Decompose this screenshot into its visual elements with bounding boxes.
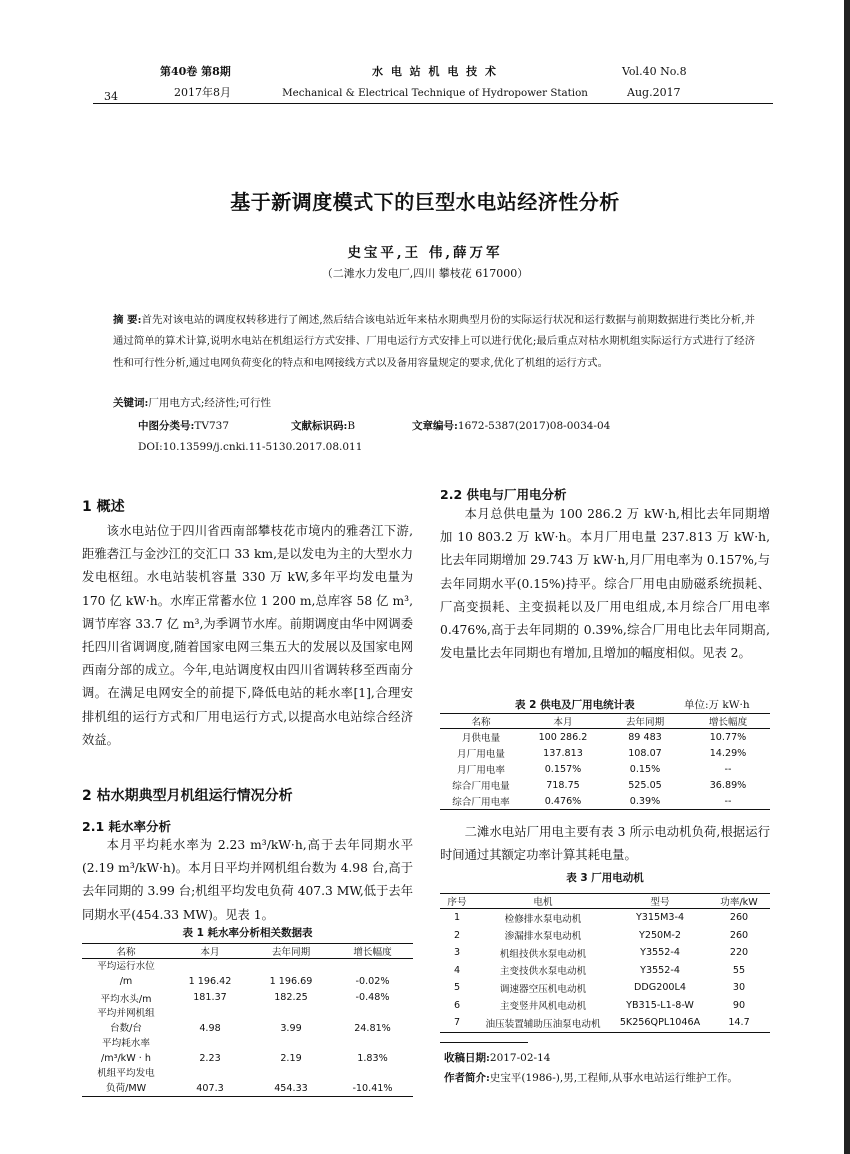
clc-number: [138, 418, 229, 433]
table-2-row: [440, 745, 770, 761]
table-1-row: [82, 1066, 413, 1097]
table-3-cell: YB315-L1-8-W: [626, 999, 694, 1011]
table-2-cell: 月供电量: [461, 733, 501, 744]
table-1-cell: 2.23: [199, 1052, 221, 1064]
journal-title-en: Mechanical & Electrical Technique of Hydropower Station: [282, 87, 588, 99]
table-3-header: 电机: [474, 894, 612, 909]
table-2-cell: 月厂用电量: [457, 749, 505, 760]
table-1-cell: 182.25: [274, 992, 308, 1003]
table-1-cell: -0.02%: [355, 975, 390, 987]
table-3-cell: 渗漏排水泵电动机: [504, 931, 582, 943]
table-3-cell: 55: [732, 964, 746, 976]
table-2-cell: 100 286.2: [538, 731, 588, 743]
author-bio-label: 作者简介:: [444, 1072, 490, 1084]
table-1-name-cell: 平均并网机组 台数/台: [97, 1008, 155, 1034]
table-3-cell: 油压装置辅助压油泵电动机: [485, 1018, 601, 1030]
table-3-cell: 3: [453, 947, 461, 959]
article-no-label: 文章编号:: [412, 420, 458, 432]
table-3-cell: 主变竖井风机电动机: [499, 1001, 587, 1013]
table-2-caption: 表 2 供电及厂用电统计表: [515, 699, 635, 711]
table-3-cell: 1: [453, 912, 461, 924]
section-2-1-paragraph: 本月平均耗水率为 2.23 m³/kW·h,高于去年同期水平 (2.19 m³/kW·h)。本月日平均并网机组台数为 4.98 台,高于去年同期的 3.99 台;机组平均发电负荷 407.3 MW,低于去年同期水平(454.33 MW)。见表 1。: [82, 838, 413, 922]
table-1-header: 名称: [82, 944, 170, 959]
table-2-header: 本月: [522, 714, 604, 729]
clc-label: 中图分类号:: [138, 420, 195, 432]
table-2-unit: 单位:万 kW·h: [684, 699, 750, 711]
table-3-row: [440, 927, 770, 945]
table-1-header: 增长幅度: [332, 944, 413, 959]
received-date: [444, 1050, 550, 1065]
table-2-cell: 综合厂用电率: [452, 797, 510, 808]
table-2-header: 名称: [440, 714, 522, 729]
table-1-header: 本月: [170, 944, 250, 959]
table-3: [440, 893, 770, 1033]
table-1-row: [82, 1006, 413, 1036]
keywords-label: 关键词:: [113, 397, 149, 409]
section-2-heading: 2 枯水期典型月机组运行情况分析: [82, 788, 293, 804]
table-2-cell: 0.15%: [629, 763, 661, 775]
table-2-cell: 综合厂用电量: [452, 781, 510, 792]
table-3-cell: 调速器空压机电动机: [499, 983, 587, 995]
author-bio-value: 史宝平(1986-),男,工程师,从事水电站运行维护工作。: [489, 1072, 738, 1084]
table-2-header: 增长幅度: [686, 714, 770, 729]
table-3-cell: 5: [453, 982, 461, 994]
table-2-cell: --: [724, 795, 732, 807]
table-1-cell: 4.98: [199, 1022, 221, 1034]
article-authors: 史宝平,王 伟,薛万军: [347, 245, 503, 261]
section-2-2-paragraph-2: 二滩水电站厂用电主要有表 3 所示电动机负荷,根据运行时间通过其额定功率计算其耗电量。: [440, 825, 770, 863]
table-1-cell: -0.48%: [355, 992, 390, 1003]
table-3-cell: 260: [729, 912, 749, 924]
page-number: 34: [104, 90, 118, 103]
table-2-cell: 108.07: [628, 747, 662, 759]
table-1-row: [82, 959, 413, 990]
table-3-cell: 4: [453, 964, 461, 976]
table-2-cell: 525.05: [628, 779, 662, 791]
table-1-name-cell: 平均耗水率 /m³/kW · h: [101, 1038, 151, 1064]
table-2-cell: 14.29%: [709, 747, 747, 759]
article-affiliation: （二滩水力发电厂,四川 攀枝花 617000）: [321, 267, 529, 280]
clc-value: TV737: [194, 420, 230, 432]
table-3-row: [440, 1014, 770, 1032]
author-bio: [444, 1070, 738, 1085]
table-3-cell: Y315M3-4: [635, 912, 685, 924]
table-1-cell: 2.19: [280, 1052, 302, 1064]
table-3-cell: Y250M-2: [638, 929, 681, 941]
footnote-rule: [440, 1042, 528, 1043]
table-1-name-cell: 机组平均发电 负荷/MW: [97, 1068, 155, 1094]
table-3-cell: 机组技供水泵电动机: [499, 948, 587, 960]
table-3-cell: 30: [732, 982, 746, 994]
received-label: 收稿日期:: [444, 1052, 490, 1064]
table-1-cell: 24.81%: [354, 1022, 391, 1034]
table-1-caption: 表 1 耗水率分析相关数据表: [182, 927, 313, 939]
table-2-cell: 0.39%: [629, 795, 661, 807]
document-code: [291, 418, 355, 433]
table-3-row: [440, 962, 770, 980]
journal-title-cn: 水 电 站 机 电 技 术: [372, 65, 498, 78]
table-3-header: 序号: [440, 894, 474, 909]
table-1-cell: -10.41%: [352, 1082, 393, 1094]
table-1-cell: 454.33: [274, 1082, 308, 1094]
table-2-cell: 0.157%: [544, 763, 582, 775]
table-2-cell: 0.476%: [544, 795, 582, 807]
table-3-cell: 7: [453, 1017, 461, 1029]
table-3-cell: Y3552-4: [640, 947, 680, 959]
doc-code-value: B: [347, 420, 356, 432]
scan-edge: [844, 0, 850, 1154]
doc-code-label: 文献标识码:: [291, 420, 348, 432]
table-1-cell: 1 196.42: [188, 975, 232, 987]
table-1-row: [82, 989, 413, 1006]
table-3-cell: 14.7: [728, 1017, 750, 1029]
section-1-heading: 1 概述: [82, 499, 125, 515]
header-rule: [93, 103, 773, 104]
table-3-cell: 检修排水泵电动机: [504, 913, 582, 925]
table-1-cell: 407.3: [196, 1082, 224, 1094]
table-3-row: [440, 909, 770, 927]
table-2-row: [440, 729, 770, 746]
article-no-value: 1672-5387(2017)08-0034-04: [457, 420, 611, 432]
section-1-paragraph: 该水电站位于四川省西南部攀枝花市境内的雅砻江下游,距雅砻江与金沙江的交汇口 33 km,是以发电为主的大型水力发电枢纽。水电站装机容量 330 万 kW,多年平均发电量为 170 亿 kW·h。水库正常蓄水位 1 200 m,总库容 58 亿 m³,调节库容 33.7 亿 m³,为季调节水库。前期调度由华中网调委托四川省调调度,随着国家电网三集五大的发展以及国家电网西南分部的成立。今年,电站调度权由四川省调转移至西南分调。在满足电网安全的前提下,降低电站的耗水率[1],合理安排机组的运行方式和厂用电运行方式,以提高水电站综合经济效益。: [82, 524, 413, 747]
table-2-cell: 137.813: [543, 747, 583, 759]
table-2-row: [440, 777, 770, 793]
table-3-row: [440, 944, 770, 962]
table-2-cell: 718.75: [546, 779, 580, 791]
table-3-row: [440, 979, 770, 997]
table-2-row: [440, 793, 770, 810]
table-2-cell: 月厂用电率: [457, 765, 505, 776]
table-1-name-cell: 平均水头/m: [100, 993, 152, 1005]
table-3-cell: 90: [732, 999, 746, 1011]
table-3-cell: Y3552-4: [640, 964, 680, 976]
keywords: [113, 395, 271, 410]
table-3-caption: 表 3 厂用电动机: [566, 872, 644, 884]
table-1-cell: 1 196.69: [269, 975, 313, 987]
table-1-cell: 3.99: [280, 1022, 302, 1034]
table-1-header: 去年同期: [250, 944, 332, 959]
table-2-cell: 10.77%: [709, 731, 747, 743]
received-value: 2017-02-14: [489, 1052, 551, 1064]
table-3-cell: 6: [453, 999, 461, 1011]
table-3-cell: 2: [453, 929, 461, 941]
section-2-2-heading: 2.2 供电与厂用电分析: [440, 487, 567, 502]
doi: DOI:10.13599/j.cnki.11-5130.2017.08.011: [138, 441, 363, 453]
volume-cn: 第40卷 第8期: [160, 65, 231, 78]
article-number: [412, 418, 610, 433]
table-2-header: 去年同期: [604, 714, 686, 729]
keywords-text: 厂用电方式;经济性;可行性: [148, 397, 271, 409]
table-3-cell: DDG200L4: [634, 982, 686, 994]
table-2-cell: --: [724, 763, 732, 775]
abstract-label: 摘 要:: [113, 314, 142, 326]
date-en: Aug.2017: [627, 86, 681, 99]
table-3-cell: 5K256QPL1046A: [619, 1017, 701, 1029]
table-3-cell: 260: [729, 929, 749, 941]
table-1-row: [82, 1036, 413, 1066]
date-cn: 2017年8月: [174, 86, 231, 99]
article-title: 基于新调度模式下的巨型水电站经济性分析: [230, 190, 620, 214]
volume-en: Vol.40 No.8: [622, 65, 687, 78]
abstract: [113, 310, 755, 374]
table-3-header: 功率/kW: [708, 894, 770, 909]
table-1-name-cell: 平均运行水位 /m: [97, 961, 155, 987]
table-1: [82, 943, 413, 1097]
abstract-text: 首先对该电站的调度权转移进行了阐述,然后结合该电站近年来枯水期典型月份的实际运行状况和运行数据与前期数据进行类比分析,并通过简单的算术计算,说明水电站在机组运行方式安排、厂用电运行方式安排上可以进行优化;最后重点对枯水期机组实际运行方式进行了经济性和可行性分析,通过电网负荷变化的特点和电网接线方式以及备用容量规定的要求,优化了机组的运行方式。: [113, 314, 755, 369]
table-2-cell: 36.89%: [709, 779, 747, 791]
table-3-header: 型号: [612, 894, 708, 909]
table-2-cell: 89 483: [628, 731, 662, 743]
section-2-2-paragraph: 本月总供电量为 100 286.2 万 kW·h,相比去年同期增加 10 803.2 万 kW·h。本月厂用电量 237.813 万 kW·h,比去年同期增加 29.743 万 kW·h,月厂用电率为 0.157%,与去年同期水平(0.15%)持平。综合厂用电由励磁系统损耗、厂高变损耗、主变损耗以及厂用电组成,本月综合厂用电率 0.476%,高于去年同期的 0.39%,综合厂用电比去年同期高,发电量比去年同期也有增加,且增加的幅度相似。见表 2。: [440, 507, 770, 661]
table-1-cell: 181.37: [193, 992, 227, 1003]
table-3-cell: 主变技供水泵电动机: [499, 966, 587, 978]
table-1-cell: 1.83%: [357, 1052, 388, 1064]
table-2-row: [440, 761, 770, 777]
section-2-1-heading: 2.1 耗水率分析: [82, 819, 171, 834]
table-2: [440, 713, 770, 810]
table-3-cell: 220: [729, 947, 749, 959]
table-3-row: [440, 997, 770, 1015]
